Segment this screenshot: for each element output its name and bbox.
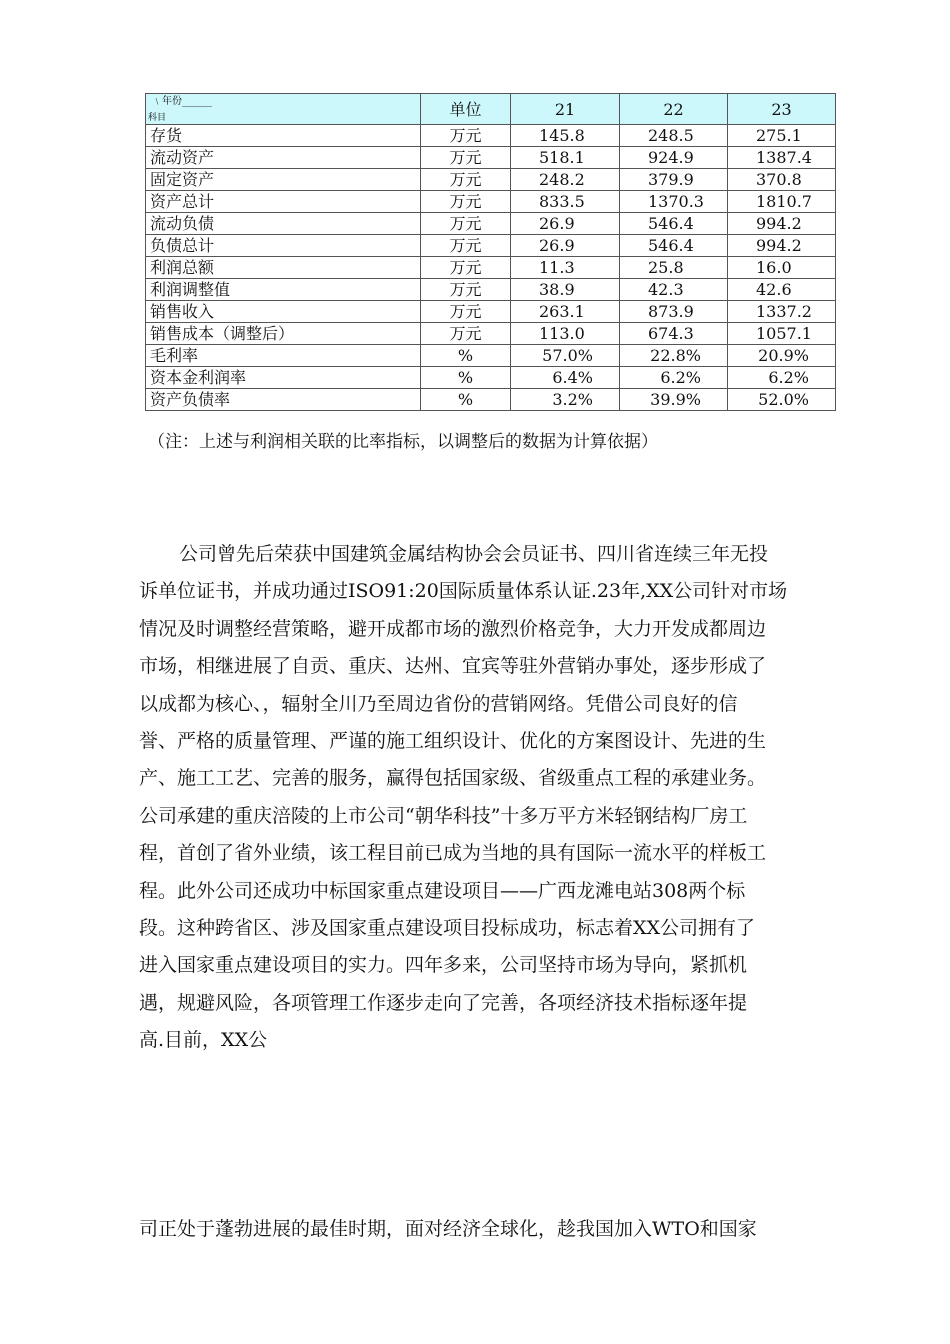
- value-22: 546.4: [620, 235, 728, 257]
- paragraph-line: 产、施工工艺、完善的服务，赢得包括国家级、省级重点工程的承建业务。: [139, 767, 767, 790]
- row-item: 固定资产: [146, 169, 421, 191]
- header-corner-cell: [146, 94, 421, 125]
- table-row: [146, 345, 836, 367]
- value-21: 145.8: [511, 125, 620, 147]
- value-22: 42.3: [620, 279, 728, 301]
- header-item-label: 科目: [148, 113, 167, 123]
- body-paragraph: [139, 536, 844, 1060]
- row-item: 利润总额: [146, 257, 421, 279]
- value-21: 11.3: [511, 257, 620, 279]
- value-22: 546.4: [620, 213, 728, 235]
- row-unit: 万元: [421, 213, 511, 235]
- paragraph-line: 程。此外公司还成功中标国家重点建设项目——广西龙滩电站308两个标: [139, 879, 746, 902]
- value-22: 39.9%: [620, 389, 728, 411]
- row-unit: 万元: [421, 125, 511, 147]
- value-21: 263.1: [511, 301, 620, 323]
- header-year-21: 21: [511, 94, 620, 125]
- row-unit: 万元: [421, 279, 511, 301]
- paragraph-line: 以成都为核心、，辐射全川乃至周边省份的营销网络。凭借公司良好的信: [139, 692, 738, 715]
- table-row: [146, 169, 836, 191]
- row-unit: 万元: [421, 147, 511, 169]
- row-item: 流动负债: [146, 213, 421, 235]
- table-row: [146, 147, 836, 169]
- paragraph-line: 誉、严格的质量管理、严谨的施工组织设计、优化的方案图设计、先进的生: [139, 730, 767, 753]
- table-row: [146, 125, 836, 147]
- table-row: [146, 191, 836, 213]
- paragraph-line: 进入国家重点建设项目的实力。四年多来，公司坚持市场为导向，紧抓机: [139, 954, 748, 977]
- table-row: [146, 389, 836, 411]
- row-unit: 万元: [421, 301, 511, 323]
- row-item: 销售成本（调整后）: [146, 323, 421, 345]
- paragraph-line: 市场，相继进展了自贡、重庆、达州、宜宾等驻外营销办事处，逐步形成了: [139, 655, 767, 678]
- value-23: 370.8: [728, 169, 836, 191]
- row-unit: %: [421, 367, 511, 389]
- value-21: 38.9: [511, 279, 620, 301]
- tail-line: 司正处于蓬勃进展的最佳时期，面对经济全球化，趁我国加入WTO和国家: [139, 1218, 757, 1240]
- value-23: 275.1: [728, 125, 836, 147]
- value-21: 6.4%: [511, 367, 620, 389]
- value-22: 1370.3: [620, 191, 728, 213]
- value-22: 924.9: [620, 147, 728, 169]
- value-21: 833.5: [511, 191, 620, 213]
- row-unit: %: [421, 389, 511, 411]
- value-23: 16.0: [728, 257, 836, 279]
- table-row: [146, 279, 836, 301]
- row-item: 流动资产: [146, 147, 421, 169]
- paragraph-line: 公司承建的重庆涪陵的上市公司“朝华科技”十多万平方米轻钢结构厂房工: [139, 804, 748, 827]
- row-item: 毛利率: [146, 345, 421, 367]
- value-23: 1810.7: [728, 191, 836, 213]
- header-year-23: 23: [728, 94, 836, 125]
- value-23: 1057.1: [728, 323, 836, 345]
- row-unit: 万元: [421, 257, 511, 279]
- financial-table: [145, 93, 836, 411]
- value-22: 6.2%: [620, 367, 728, 389]
- row-item: 资产总计: [146, 191, 421, 213]
- row-item: 存货: [146, 125, 421, 147]
- paragraph-line: 诉单位证书，并成功通过ISO91:20国际质量体系认证.23年,XX公司针对市场: [139, 580, 788, 603]
- row-item: 资产负债率: [146, 389, 421, 411]
- paragraph-line: 程，首创了省外业绩，该工程目前已成为当地的具有国际一流水平的样板工: [139, 842, 767, 865]
- table-note: （注：上述与利润相关联的比率指标，以调整后的数据为计算依据）: [148, 432, 658, 452]
- value-22: 379.9: [620, 169, 728, 191]
- header-year-22: 22: [620, 94, 728, 125]
- row-unit: 万元: [421, 235, 511, 257]
- value-21: 248.2: [511, 169, 620, 191]
- table-header-row: [146, 94, 836, 125]
- row-item: 利润调整值: [146, 279, 421, 301]
- value-21: 26.9: [511, 213, 620, 235]
- value-23: 994.2: [728, 213, 836, 235]
- table-row: [146, 301, 836, 323]
- value-21: 518.1: [511, 147, 620, 169]
- row-unit: 万元: [421, 169, 511, 191]
- value-23: 52.0%: [728, 389, 836, 411]
- table-row: [146, 323, 836, 345]
- value-23: 1387.4: [728, 147, 836, 169]
- value-23: 994.2: [728, 235, 836, 257]
- row-item: 资本金利润率: [146, 367, 421, 389]
- value-22: 22.8%: [620, 345, 728, 367]
- table-row: [146, 257, 836, 279]
- table-row: [146, 213, 836, 235]
- paragraph-line: 段。这种跨省区、涉及国家重点建设项目投标成功，标志着XX公司拥有了: [139, 917, 756, 940]
- paragraph-line: 情况及时调整经营策略，避开成都市场的激烈价格竞争，大力开发成都周边: [139, 617, 767, 640]
- value-22: 25.8: [620, 257, 728, 279]
- value-21: 113.0: [511, 323, 620, 345]
- row-unit: %: [421, 345, 511, 367]
- header-unit: 单位: [421, 94, 511, 125]
- paragraph-line: 公司曾先后荣获中国建筑金属结构协会会员证书、四川省连续三年无投: [179, 543, 769, 565]
- table-row: [146, 235, 836, 257]
- value-23: 42.6: [728, 279, 836, 301]
- value-23: 1337.2: [728, 301, 836, 323]
- value-23: 6.2%: [728, 367, 836, 389]
- value-22: 674.3: [620, 323, 728, 345]
- paragraph-line: 高.目前，XX公: [139, 1029, 268, 1052]
- value-21: 57.0%: [511, 345, 620, 367]
- value-21: 26.9: [511, 235, 620, 257]
- row-unit: 万元: [421, 323, 511, 345]
- value-21: 3.2%: [511, 389, 620, 411]
- value-22: 248.5: [620, 125, 728, 147]
- row-item: 销售收入: [146, 301, 421, 323]
- paragraph-line: 遇，规避风险，各项管理工作逐步走向了完善，各项经济技术指标逐年提: [139, 991, 748, 1014]
- row-item: 负债总计: [146, 235, 421, 257]
- value-23: 20.9%: [728, 345, 836, 367]
- row-unit: 万元: [421, 191, 511, 213]
- table-row: [146, 367, 836, 389]
- header-year-label: ﹨年份______: [152, 96, 212, 107]
- value-22: 873.9: [620, 301, 728, 323]
